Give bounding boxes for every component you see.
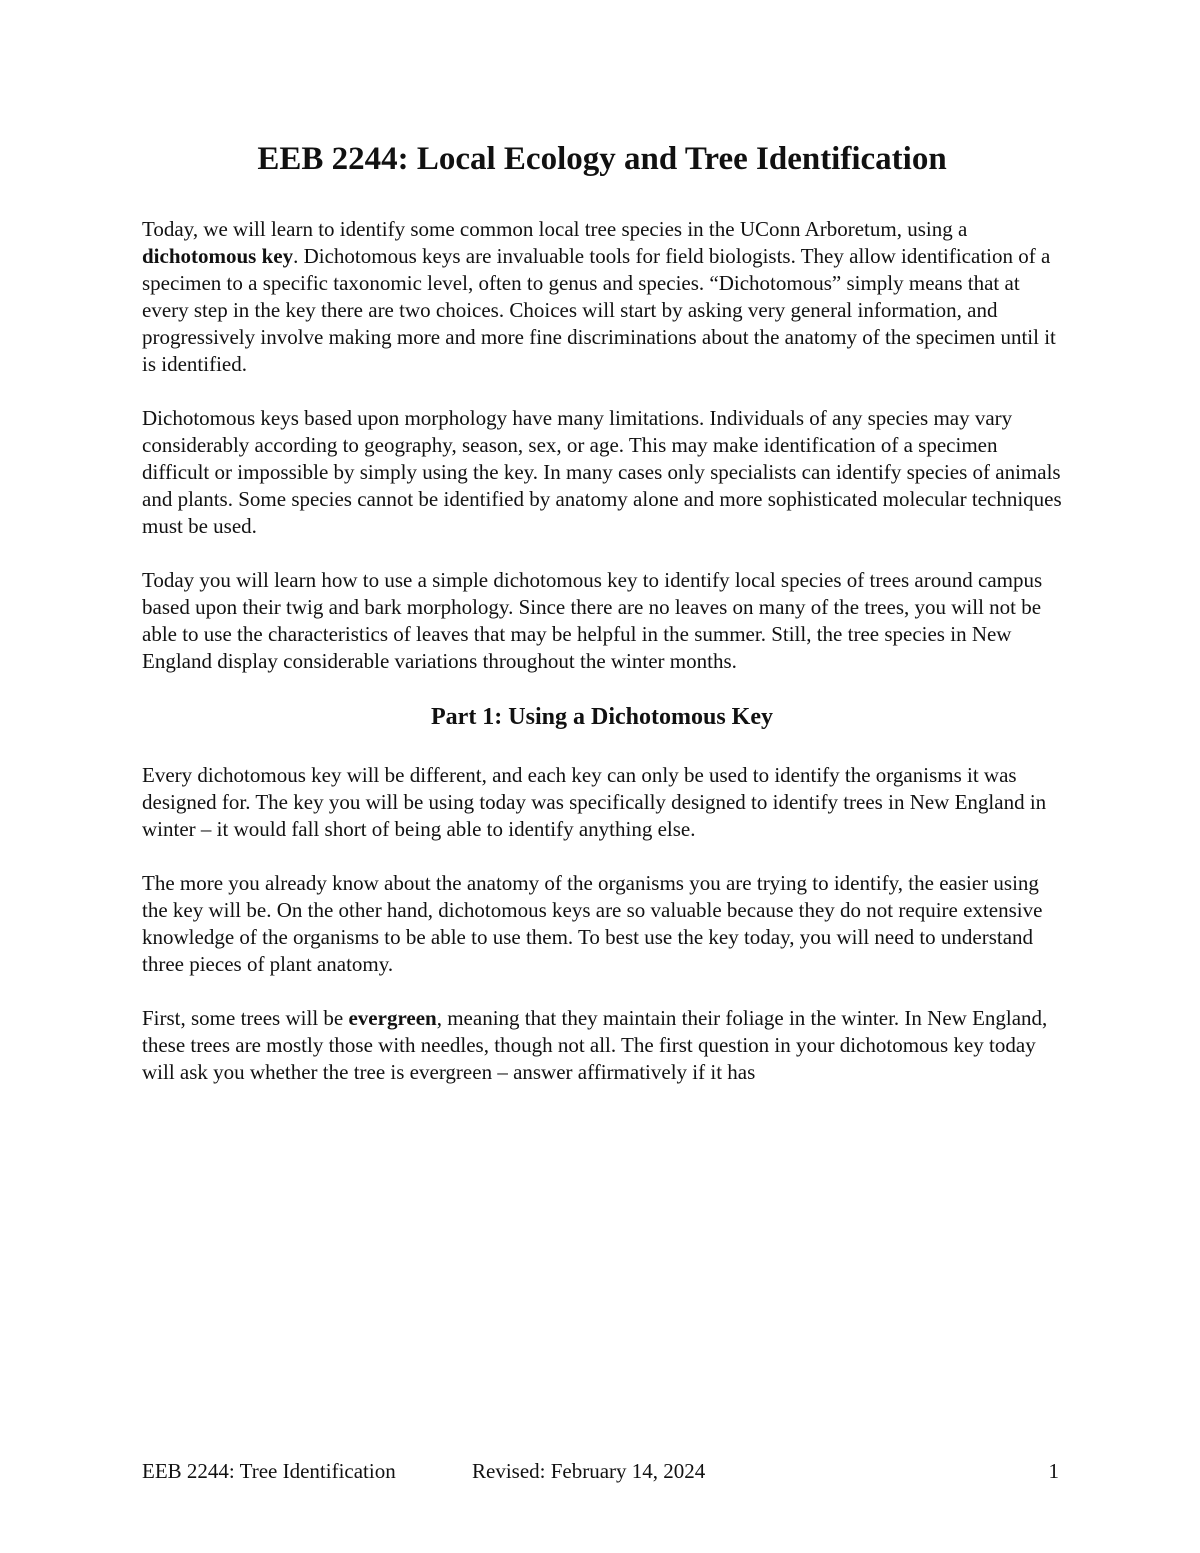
page-title: EEB 2244: Local Ecology and Tree Identification xyxy=(257,141,947,177)
part1-p3-text-post: , meaning that they maintain their foliage in the winter. In New England, these trees are mostly those with needles, though not all. The first question in your dichotomous key today will ask you whether the tree is evergreen – answer affirmatively if it has xyxy=(142,1005,1048,1084)
part1-paragraph-2: The more you already know about the anatomy of the organisms you are trying to identify, the easier using the key will be. On the other hand, dichotomous keys are so valuable because they do not require extensive knowledge of the organisms to be able to use them. To best use the key today, you will need to understand three pieces of plant anatomy. xyxy=(142,870,1043,976)
part1-paragraph-1: Every dichotomous key will be different, and each key can only be used to identify the organisms it was designed for. The key you will be using today was specifically designed to identify trees in New England in winter – it would fall short of being able to identify anything else. xyxy=(142,762,1047,841)
footer-revised-date: Revised: February 14, 2024 xyxy=(472,1459,706,1483)
part1-p3-text-pre: First, some trees will be xyxy=(142,1005,349,1030)
section-heading-part-1: Part 1: Using a Dichotomous Key xyxy=(431,703,773,730)
intro-paragraph-2: Dichotomous keys based upon morphology have many limitations. Individuals of any species may vary considerably according to geography, season, sex, or age. This may make identification of a specimen difficult or impossible by simply using the key. In many cases only specialists can identify species of animals and plants. Some species cannot be identified by anatomy alone and more sophisticated molecular techniques must be used. xyxy=(142,405,1062,538)
intro-p1-text-pre: Today, we will learn to identify some common local tree species in the UConn Arboretum, using a xyxy=(142,216,968,241)
part1-paragraph-3 xyxy=(142,1005,1062,1086)
intro-paragraph-1 xyxy=(142,216,1062,378)
intro-paragraph-3: Today you will learn how to use a simple dichotomous key to identify local species of trees around campus based upon their twig and bark morphology. Since there are no leaves on many of the trees, you will not be able to use the characteristics of leaves that may be helpful in the summer. Still, the tree species in New England display considerable variations throughout the winter months. xyxy=(142,567,1043,673)
intro-p1-text-post: . Dichotomous keys are invaluable tools for field biologists. They allow identification of a specimen to a specific taxonomic level, often to genus and species. “Dichotomous” simply means that at every step in the key there are two choices. Choices will start by asking very general information, and progressively involve making more and more fine discriminations about the anatomy of the specimen until it is identified. xyxy=(142,243,1056,376)
term-dichotomous-key: dichotomous key xyxy=(142,243,294,268)
footer-page-number: 1 xyxy=(1048,1459,1059,1483)
footer-course: EEB 2244: Tree Identification xyxy=(142,1459,396,1483)
page-content xyxy=(142,140,1062,1113)
term-evergreen: evergreen xyxy=(348,1005,437,1030)
